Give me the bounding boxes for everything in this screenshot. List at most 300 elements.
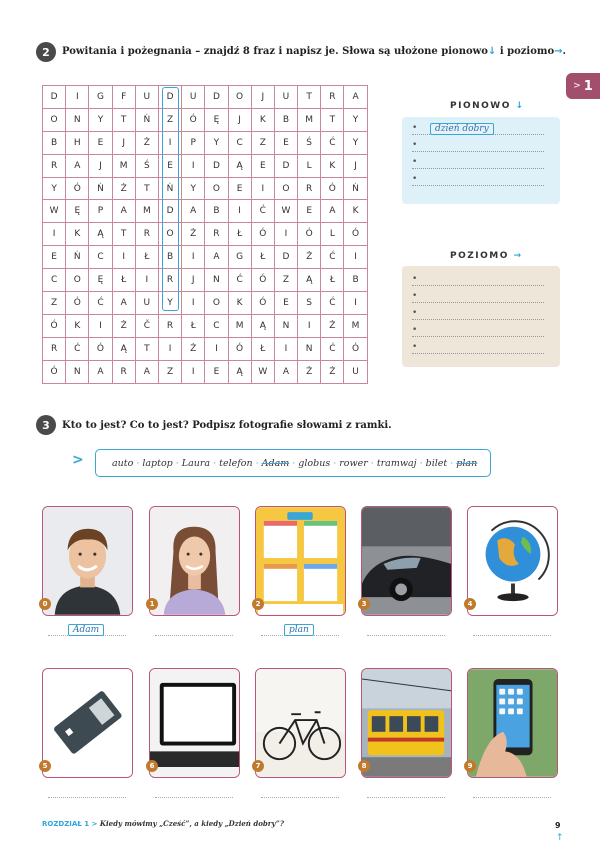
- grid-cell[interactable]: A: [112, 292, 135, 315]
- grid-cell[interactable]: I: [112, 246, 135, 269]
- grid-cell[interactable]: Ć: [89, 292, 112, 315]
- word-bank-item: globus: [298, 457, 331, 469]
- task-2-instruction-mid: i poziomo: [499, 46, 555, 57]
- grid-cell[interactable]: E: [43, 246, 66, 269]
- grid-cell[interactable]: D: [274, 246, 297, 269]
- word-bank-item: auto: [112, 457, 134, 469]
- word-bank-item: bilet: [425, 457, 448, 469]
- grid-cell[interactable]: Ę: [89, 269, 112, 292]
- word-bank: [95, 449, 491, 477]
- bullet-icon: •: [412, 308, 418, 318]
- grid-cell[interactable]: K: [344, 200, 367, 223]
- grid-cell[interactable]: Ć: [321, 246, 344, 269]
- word-bank-item: rower: [339, 457, 368, 469]
- grid-cell[interactable]: R: [205, 223, 228, 246]
- photo-adam: [42, 506, 133, 616]
- grid-cell[interactable]: A: [205, 246, 228, 269]
- grid-cell[interactable]: E: [274, 131, 297, 154]
- laptop-icon: [150, 669, 239, 777]
- grid-cell[interactable]: Ż: [135, 131, 158, 154]
- answer-line-4[interactable]: [473, 628, 551, 636]
- word-separator: ·: [419, 457, 423, 469]
- grid-cell[interactable]: E: [228, 177, 251, 200]
- grid-cell[interactable]: B: [158, 246, 181, 269]
- answer-line-8[interactable]: [367, 790, 445, 798]
- grid-cell[interactable]: Ż: [112, 314, 135, 337]
- grid-cell[interactable]: F: [112, 86, 135, 109]
- grid-cell[interactable]: Ń: [158, 177, 181, 200]
- word-separator: ·: [213, 457, 217, 469]
- bullet-icon: •: [412, 123, 418, 133]
- grid-cell[interactable]: Ó: [66, 292, 89, 315]
- task-3-number-badge: 3: [36, 415, 56, 435]
- grid-cell[interactable]: Y: [205, 131, 228, 154]
- grid-cell[interactable]: Č: [135, 314, 158, 337]
- grid-cell[interactable]: K: [66, 223, 89, 246]
- grid-row: [43, 86, 368, 109]
- grid-cell[interactable]: Z: [274, 269, 297, 292]
- grid-cell[interactable]: D: [43, 86, 66, 109]
- word-separator: ·: [175, 457, 179, 469]
- grid-cell[interactable]: Y: [344, 108, 367, 131]
- grid-cell[interactable]: A: [112, 200, 135, 223]
- word-bank-item: Laura: [181, 457, 211, 469]
- grid-row: [43, 246, 368, 269]
- task-3-instruction: Kto to jest? Co to jest? Podpisz fotografie słowami z ramki.: [62, 420, 392, 431]
- bullet-icon: •: [412, 274, 418, 284]
- grid-cell[interactable]: E: [251, 154, 274, 177]
- grid-cell[interactable]: A: [66, 154, 89, 177]
- bullet-icon: •: [412, 291, 418, 301]
- grid-cell[interactable]: W: [251, 360, 274, 383]
- grid-cell[interactable]: D: [158, 200, 181, 223]
- school-timetable-icon: [256, 507, 345, 615]
- answer-line-9[interactable]: [473, 790, 551, 798]
- task-2-period: .: [562, 46, 567, 57]
- grid-cell[interactable]: S: [298, 292, 321, 315]
- chevron-right-icon: >: [91, 820, 98, 828]
- grid-cell[interactable]: I: [344, 246, 367, 269]
- grid-cell[interactable]: C: [43, 269, 66, 292]
- grid-cell[interactable]: Ł: [112, 269, 135, 292]
- arrow-up-icon: ↑: [556, 833, 564, 843]
- grid-cell[interactable]: O: [66, 269, 89, 292]
- photo-bilet: [42, 668, 133, 778]
- grid-cell[interactable]: T: [321, 108, 344, 131]
- grid-cell[interactable]: A: [344, 86, 367, 109]
- grid-cell[interactable]: Y: [344, 131, 367, 154]
- grid-cell[interactable]: M: [135, 200, 158, 223]
- grid-cell[interactable]: R: [43, 154, 66, 177]
- page-number: 9: [555, 821, 561, 830]
- grid-row: [43, 223, 368, 246]
- pionowo-answer-line[interactable]: [412, 176, 544, 186]
- photo-number-0: 0: [39, 598, 51, 610]
- poziomo-answer-line[interactable]: [412, 293, 544, 303]
- grid-cell[interactable]: G: [228, 246, 251, 269]
- grid-cell[interactable]: O: [274, 177, 297, 200]
- young-man-icon: [43, 507, 132, 615]
- grid-cell[interactable]: N: [66, 108, 89, 131]
- grid-cell[interactable]: J: [182, 269, 205, 292]
- grid-row: [43, 177, 368, 200]
- grid-cell[interactable]: K: [228, 292, 251, 315]
- grid-cell[interactable]: Z: [158, 108, 181, 131]
- grid-cell[interactable]: U: [135, 86, 158, 109]
- chapter-tab: [566, 73, 600, 99]
- grid-cell[interactable]: G: [89, 86, 112, 109]
- photo-number-7: 7: [252, 760, 264, 772]
- photo-number-8: 8: [358, 760, 370, 772]
- grid-cell[interactable]: I: [251, 177, 274, 200]
- grid-cell[interactable]: Ó: [251, 269, 274, 292]
- grid-cell[interactable]: H: [66, 131, 89, 154]
- grid-cell[interactable]: I: [89, 314, 112, 337]
- poziomo-title: [450, 251, 523, 261]
- word-separator: ·: [292, 457, 296, 469]
- grid-cell[interactable]: W: [274, 200, 297, 223]
- grid-cell[interactable]: Ę: [205, 108, 228, 131]
- grid-cell[interactable]: D: [205, 154, 228, 177]
- grid-cell[interactable]: Ś: [298, 131, 321, 154]
- grid-cell[interactable]: Ł: [135, 246, 158, 269]
- grid-cell[interactable]: R: [112, 360, 135, 383]
- grid-row: [43, 131, 368, 154]
- grid-cell[interactable]: I: [228, 200, 251, 223]
- photo-number-9: 9: [464, 760, 476, 772]
- grid-cell[interactable]: Ż: [182, 223, 205, 246]
- photo-number-1: 1: [146, 598, 158, 610]
- arrow-down-icon: ↓: [515, 101, 525, 111]
- footer-chapter: [42, 819, 284, 828]
- ticket-icon: [43, 669, 132, 777]
- grid-cell[interactable]: Ó: [251, 223, 274, 246]
- grid-cell[interactable]: I: [158, 131, 181, 154]
- word-search-grid: [42, 85, 368, 384]
- grid-cell[interactable]: Ą: [298, 269, 321, 292]
- footer-chapter-desc: Kiedy mówimy „Cześć”, a kiedy „Dzień dobry”?: [99, 819, 284, 828]
- pionowo-answer-line[interactable]: [412, 159, 544, 169]
- photo-number-4: 4: [464, 598, 476, 610]
- grid-cell[interactable]: N: [274, 314, 297, 337]
- poziomo-answer-line[interactable]: [412, 310, 544, 320]
- grid-cell[interactable]: I: [43, 223, 66, 246]
- photo-number-2: 2: [252, 598, 264, 610]
- photo-tramwaj: [361, 668, 452, 778]
- grid-cell[interactable]: Ś: [135, 154, 158, 177]
- grid-cell[interactable]: I: [66, 86, 89, 109]
- grid-cell[interactable]: T: [135, 177, 158, 200]
- grid-cell[interactable]: L: [321, 223, 344, 246]
- grid-cell[interactable]: Ć: [321, 292, 344, 315]
- grid-cell[interactable]: Ń: [344, 177, 367, 200]
- word-separator: ·: [370, 457, 374, 469]
- word-bank-item: telefon: [219, 457, 253, 469]
- grid-cell[interactable]: E: [205, 360, 228, 383]
- grid-row: [43, 292, 368, 315]
- grid-cell[interactable]: M: [344, 314, 367, 337]
- grid-row: [43, 200, 368, 223]
- answer-line-1[interactable]: [155, 628, 233, 636]
- grid-cell[interactable]: C: [228, 131, 251, 154]
- grid-cell[interactable]: T: [112, 223, 135, 246]
- grid-cell[interactable]: R: [158, 314, 181, 337]
- grid-cell[interactable]: Ń: [66, 246, 89, 269]
- grid-cell[interactable]: I: [274, 223, 297, 246]
- grid-cell[interactable]: T: [135, 337, 158, 360]
- pionowo-title-text: PIONOWO: [450, 101, 511, 111]
- answer-line-3[interactable]: [367, 628, 445, 636]
- grid-cell[interactable]: Ż: [321, 314, 344, 337]
- chapter-tab-number: 1: [583, 78, 593, 94]
- grid-cell[interactable]: C: [205, 314, 228, 337]
- arrow-right-icon: →: [513, 251, 523, 261]
- grid-cell[interactable]: U: [182, 86, 205, 109]
- grid-cell[interactable]: D: [274, 154, 297, 177]
- grid-cell[interactable]: Ć: [321, 337, 344, 360]
- photo-auto: [361, 506, 452, 616]
- grid-cell[interactable]: I: [182, 292, 205, 315]
- grid-cell[interactable]: I: [182, 154, 205, 177]
- grid-cell[interactable]: E: [274, 292, 297, 315]
- grid-row: [43, 360, 368, 383]
- word-bank-item: Adam: [261, 457, 290, 469]
- bullet-icon: •: [412, 342, 418, 352]
- grid-cell[interactable]: D: [158, 86, 181, 109]
- grid-cell[interactable]: Ó: [66, 177, 89, 200]
- grid-row: [43, 108, 368, 131]
- task-2-number-badge: 2: [36, 42, 56, 62]
- grid-cell[interactable]: J: [89, 154, 112, 177]
- grid-cell[interactable]: T: [112, 108, 135, 131]
- grid-cell[interactable]: I: [274, 337, 297, 360]
- photo-plan: [255, 506, 346, 616]
- grid-cell[interactable]: B: [205, 200, 228, 223]
- grid-cell[interactable]: B: [344, 269, 367, 292]
- grid-cell[interactable]: K: [251, 108, 274, 131]
- grid-cell[interactable]: Ż: [298, 360, 321, 383]
- grid-cell[interactable]: Ó: [321, 177, 344, 200]
- grid-cell[interactable]: P: [89, 200, 112, 223]
- grid-cell[interactable]: Ć: [321, 131, 344, 154]
- answer-plan: plan: [284, 624, 314, 636]
- grid-cell[interactable]: J: [228, 108, 251, 131]
- grid-cell[interactable]: Ć: [228, 269, 251, 292]
- arrow-right-icon: →: [554, 46, 563, 57]
- grid-cell[interactable]: M: [298, 108, 321, 131]
- answer-line-7[interactable]: [261, 790, 339, 798]
- grid-cell[interactable]: U: [135, 292, 158, 315]
- task-2-instruction: [62, 46, 566, 57]
- word-separator: ·: [450, 457, 454, 469]
- grid-cell[interactable]: Ż: [112, 177, 135, 200]
- grid-cell[interactable]: Ą: [228, 360, 251, 383]
- word-bank-item: tramwaj: [376, 457, 417, 469]
- grid-cell[interactable]: Y: [89, 108, 112, 131]
- grid-cell[interactable]: E: [298, 200, 321, 223]
- word-separator: ·: [333, 457, 337, 469]
- word-bank-item: plan: [456, 457, 478, 469]
- grid-cell[interactable]: T: [298, 86, 321, 109]
- poziomo-answer-line[interactable]: [412, 276, 544, 286]
- grid-cell[interactable]: Ą: [112, 337, 135, 360]
- photo-laura: [149, 506, 240, 616]
- grid-cell[interactable]: Z: [43, 292, 66, 315]
- grid-cell[interactable]: A: [182, 200, 205, 223]
- grid-cell[interactable]: Ą: [251, 314, 274, 337]
- grid-cell[interactable]: R: [158, 269, 181, 292]
- arrow-down-icon: ↓: [487, 46, 497, 57]
- grid-cell[interactable]: Ł: [251, 337, 274, 360]
- grid-cell[interactable]: Ó: [89, 337, 112, 360]
- grid-cell[interactable]: Ć: [251, 200, 274, 223]
- grid-cell[interactable]: J: [251, 86, 274, 109]
- grid-cell[interactable]: D: [205, 86, 228, 109]
- answer-adam: Adam: [68, 624, 104, 636]
- photo-globus: [467, 506, 558, 616]
- grid-cell[interactable]: I: [205, 337, 228, 360]
- grid-cell[interactable]: Z: [158, 360, 181, 383]
- chevron-right-icon: >: [573, 81, 581, 91]
- photo-number-5: 5: [39, 760, 51, 772]
- grid-cell[interactable]: Y: [43, 177, 66, 200]
- grid-cell[interactable]: I: [344, 292, 367, 315]
- bicycle-icon: [256, 669, 345, 777]
- grid-cell[interactable]: Ż: [321, 360, 344, 383]
- footer-chapter-label: ROZDZIAŁ 1: [42, 820, 90, 828]
- grid-cell[interactable]: Ń: [135, 108, 158, 131]
- grid-cell[interactable]: Ó: [228, 337, 251, 360]
- grid-cell[interactable]: B: [43, 131, 66, 154]
- grid-row: [43, 154, 368, 177]
- grid-cell[interactable]: R: [135, 223, 158, 246]
- grid-cell[interactable]: Y: [182, 177, 205, 200]
- grid-cell[interactable]: Ł: [251, 246, 274, 269]
- poziomo-title-text: POZIOMO: [450, 251, 509, 261]
- grid-cell[interactable]: M: [228, 314, 251, 337]
- grid-cell[interactable]: Y: [158, 292, 181, 315]
- poziomo-answer-line[interactable]: [412, 344, 544, 354]
- word-separator: ·: [136, 457, 140, 469]
- bullet-icon: •: [412, 174, 418, 184]
- answer-line-6[interactable]: [155, 790, 233, 798]
- grid-cell[interactable]: I: [182, 246, 205, 269]
- photo-laptop: [149, 668, 240, 778]
- grid-cell[interactable]: U: [274, 86, 297, 109]
- pionowo-answer-box: [402, 117, 560, 204]
- grid-row: [43, 337, 368, 360]
- photo-number-3: 3: [358, 598, 370, 610]
- bullet-icon: •: [412, 325, 418, 335]
- grid-cell[interactable]: W: [43, 200, 66, 223]
- photo-telefon: [467, 668, 558, 778]
- grid-cell[interactable]: I: [182, 360, 205, 383]
- grid-row: [43, 269, 368, 292]
- grid-cell[interactable]: Ą: [89, 223, 112, 246]
- grid-cell[interactable]: I: [135, 269, 158, 292]
- grid-cell[interactable]: K: [321, 154, 344, 177]
- grid-cell[interactable]: R: [43, 337, 66, 360]
- grid-cell[interactable]: E: [158, 154, 181, 177]
- grid-cell[interactable]: Ć: [66, 337, 89, 360]
- poziomo-answer-line[interactable]: [412, 327, 544, 337]
- grid-cell[interactable]: N: [205, 269, 228, 292]
- word-bank-item: laptop: [142, 457, 173, 469]
- pionowo-example-answer: dzień dobry: [430, 123, 494, 135]
- grid-cell[interactable]: Ó: [43, 360, 66, 383]
- grid-cell[interactable]: J: [112, 131, 135, 154]
- grid-cell[interactable]: Ó: [251, 292, 274, 315]
- bullet-icon: •: [412, 140, 418, 150]
- word-separator: ·: [255, 457, 259, 469]
- grid-cell[interactable]: B: [274, 108, 297, 131]
- grid-cell[interactable]: Ą: [228, 154, 251, 177]
- grid-cell[interactable]: Ż: [298, 246, 321, 269]
- grid-cell[interactable]: Ż: [182, 337, 205, 360]
- grid-cell[interactable]: Ł: [321, 269, 344, 292]
- grid-cell[interactable]: I: [158, 337, 181, 360]
- grid-cell[interactable]: A: [89, 360, 112, 383]
- grid-cell[interactable]: Z: [251, 131, 274, 154]
- tram-icon: [362, 669, 451, 777]
- grid-cell[interactable]: P: [182, 131, 205, 154]
- grid-cell[interactable]: O: [205, 292, 228, 315]
- grid-cell[interactable]: Ń: [89, 177, 112, 200]
- grid-cell[interactable]: Ę: [66, 200, 89, 223]
- grid-cell[interactable]: L: [298, 154, 321, 177]
- grid-cell[interactable]: I: [298, 314, 321, 337]
- grid-cell[interactable]: Ł: [228, 223, 251, 246]
- task-2-instruction-main: Powitania i pożegnania – znajdź 8 fraz i napisz je. Słowa są ułożone pionowo: [62, 46, 488, 57]
- grid-cell[interactable]: K: [66, 314, 89, 337]
- grid-cell[interactable]: R: [321, 86, 344, 109]
- photo-number-6: 6: [146, 760, 158, 772]
- grid-cell[interactable]: Ł: [182, 314, 205, 337]
- answer-line-5[interactable]: [48, 790, 126, 798]
- bullet-icon: •: [412, 157, 418, 167]
- car-icon: [362, 507, 451, 615]
- grid-cell[interactable]: U: [344, 360, 367, 383]
- grid-cell[interactable]: N: [298, 337, 321, 360]
- grid-cell[interactable]: A: [135, 360, 158, 383]
- grid-cell[interactable]: A: [274, 360, 297, 383]
- grid-cell[interactable]: Ó: [344, 223, 367, 246]
- grid-cell[interactable]: Ó: [344, 337, 367, 360]
- pionowo-answer-line[interactable]: [412, 142, 544, 152]
- poziomo-answer-box: [402, 266, 560, 367]
- pionowo-title: [450, 101, 525, 111]
- grid-cell[interactable]: Ó: [43, 314, 66, 337]
- grid-cell[interactable]: A: [321, 200, 344, 223]
- grid-row: [43, 314, 368, 337]
- grid-cell[interactable]: N: [66, 360, 89, 383]
- grid-cell[interactable]: C: [89, 246, 112, 269]
- grid-cell[interactable]: Ó: [182, 108, 205, 131]
- chevron-right-icon: >: [72, 452, 84, 468]
- grid-cell[interactable]: O: [205, 177, 228, 200]
- grid-cell[interactable]: O: [43, 108, 66, 131]
- smartphone-icon: [468, 669, 557, 777]
- grid-cell[interactable]: J: [344, 154, 367, 177]
- globe-icon: [468, 507, 557, 615]
- grid-cell[interactable]: O: [158, 223, 181, 246]
- found-word-highlight: [162, 87, 179, 311]
- grid-cell[interactable]: Ó: [298, 223, 321, 246]
- grid-cell[interactable]: R: [298, 177, 321, 200]
- grid-cell[interactable]: M: [112, 154, 135, 177]
- grid-cell[interactable]: E: [89, 131, 112, 154]
- grid-cell[interactable]: O: [228, 86, 251, 109]
